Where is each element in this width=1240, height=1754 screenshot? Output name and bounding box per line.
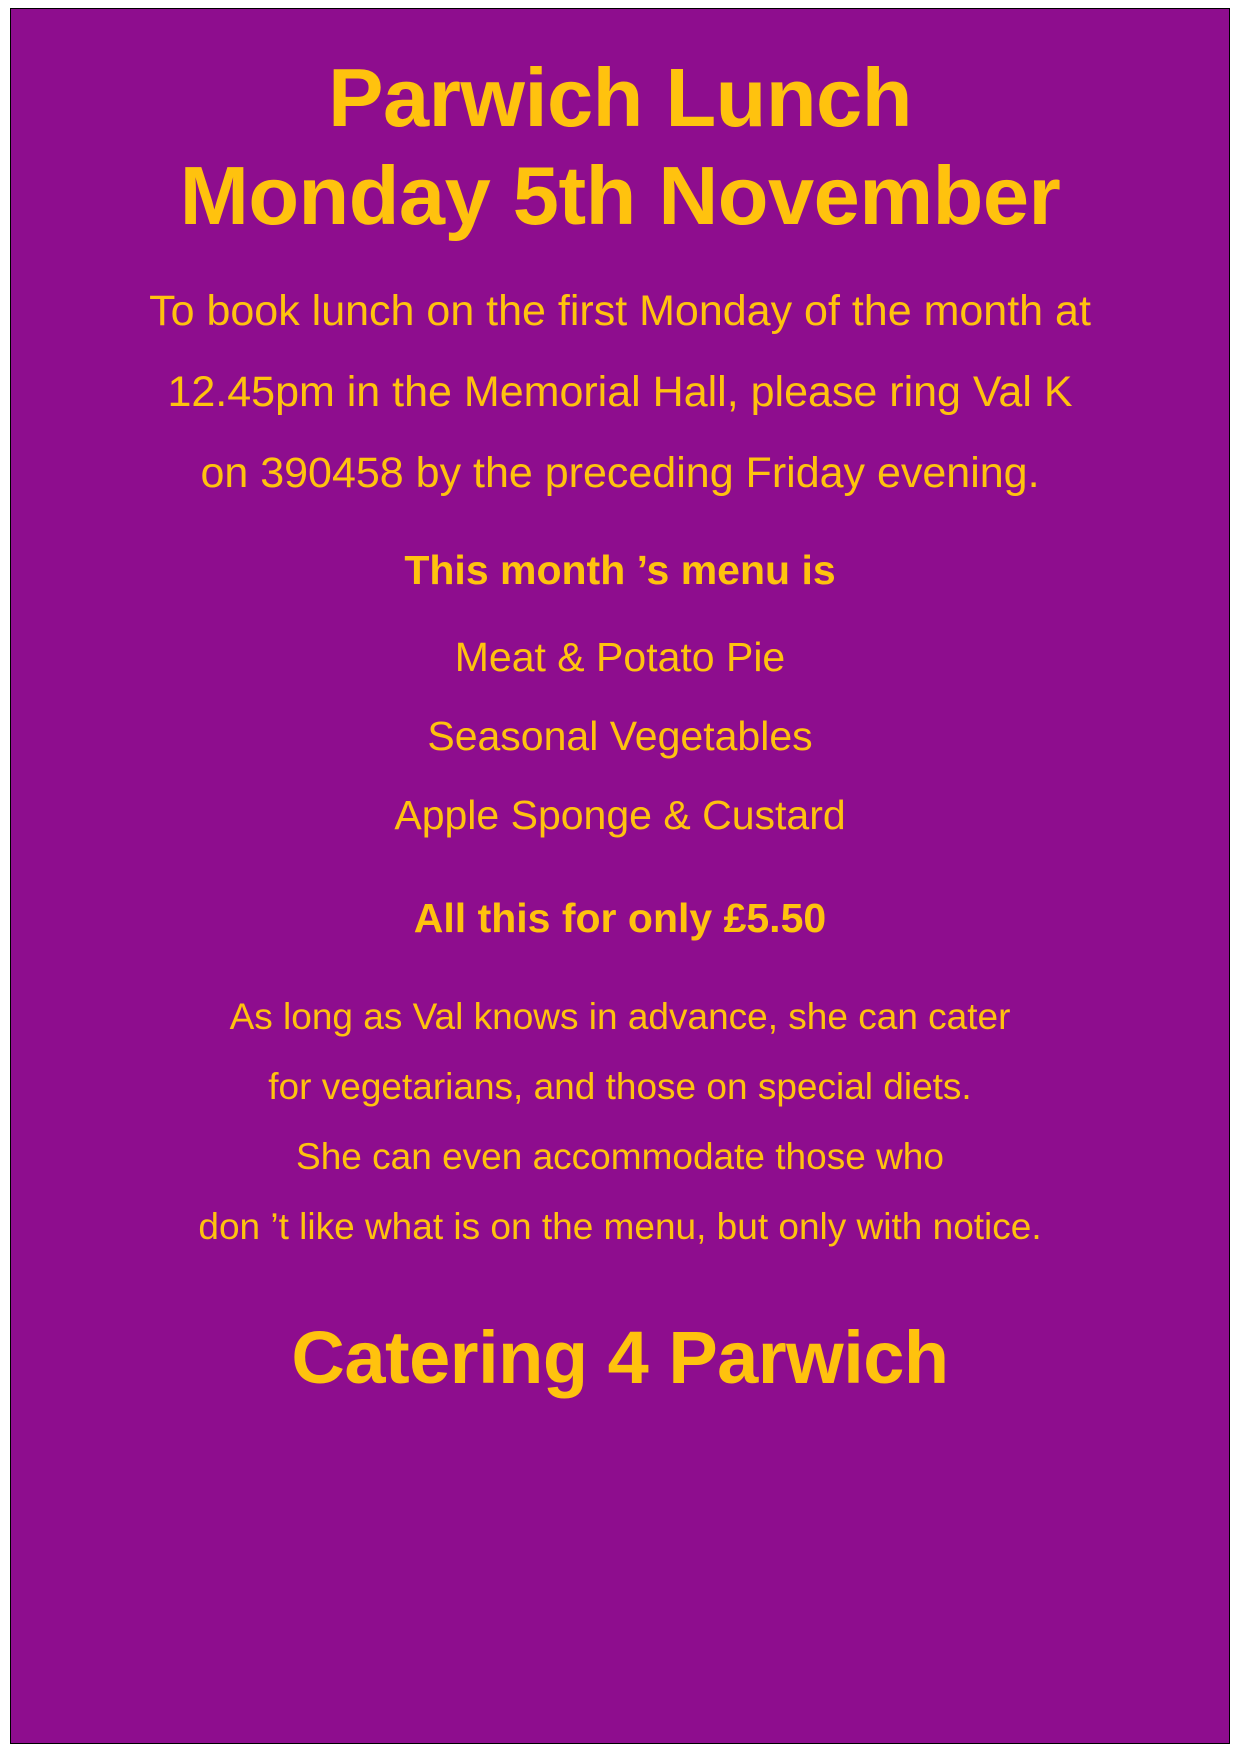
list-item: Seasonal Vegetables <box>427 713 813 760</box>
list-item: Meat & Potato Pie <box>454 634 786 681</box>
booking-line-3: on 390458 by the preceding Friday evening. <box>200 448 1040 497</box>
page-title <box>41 49 1199 245</box>
list-item: Apple Sponge & Custard <box>394 791 846 838</box>
booking-line-2: 12.45pm in the Memorial Hall, please ring Val K <box>167 367 1073 416</box>
menu-heading: This month ’s menu is <box>404 547 836 594</box>
booking-instructions <box>41 271 1199 513</box>
booking-line-1: To book lunch on the first Monday of the month at <box>149 286 1091 335</box>
note-line-4: don ’t like what is on the menu, but only with notice. <box>198 1206 1042 1248</box>
poster-body <box>10 8 1230 1744</box>
dietary-note <box>41 982 1199 1263</box>
price-line: All this for only £5.50 <box>413 894 827 941</box>
title-line-1: Parwich Lunch <box>328 51 912 144</box>
note-line-3: She can even accommodate those who <box>296 1136 944 1178</box>
title-line-2: Monday 5th November <box>179 148 1061 242</box>
menu-list <box>41 618 1199 854</box>
note-line-2: for vegetarians, and those on special diets. <box>268 1065 972 1107</box>
organisation-name: Catering 4 Parwich <box>291 1315 949 1399</box>
note-line-1: As long as Val knows in advance, she can cater <box>229 995 1011 1037</box>
